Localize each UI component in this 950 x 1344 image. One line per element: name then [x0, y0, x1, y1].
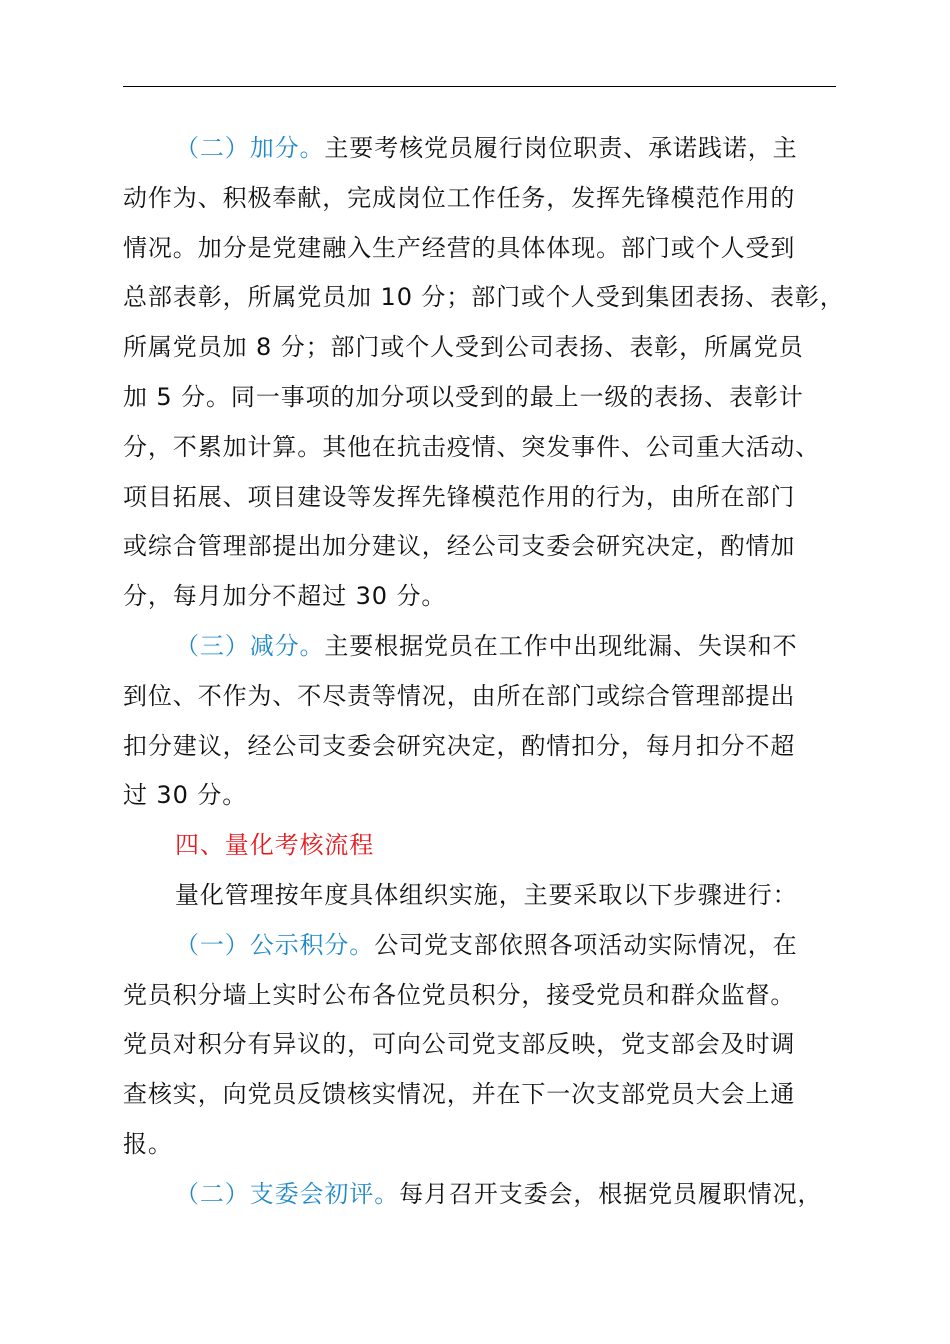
paragraph-line: 党员积分墙上实时公布各位党员积分，接受党员和群众监督。: [123, 980, 796, 1009]
paragraph-line: 所属党员加 8 分；部门或个人受到公司表扬、表彰，所属党员: [123, 333, 804, 362]
paragraph-line: 分，每月加分不超过 30 分。: [123, 582, 447, 611]
paragraph-text: 主要根据党员在工作中出现纰漏、失误和不: [324, 631, 798, 660]
paragraph-line: 动作为、积极奉献，完成岗位工作任务，发挥先锋模范作用的: [123, 183, 796, 212]
document-body: [123, 124, 863, 1220]
paragraph-line: 情况。加分是党建融入生产经营的具体体现。部门或个人受到: [123, 233, 796, 262]
paragraph-line: 到位、不作为、不尽责等情况，由所在部门或综合管理部提出: [123, 681, 796, 710]
subheading-deduct-points: （三）减分。: [175, 631, 325, 660]
paragraph-text: 每月召开支委会，根据党员履职情况，: [399, 1179, 823, 1208]
paragraph-line: 加 5 分。同一事项的加分项以受到的最上一级的表扬、表彰计: [123, 382, 804, 411]
paragraph-text: 公司党支部依照各项活动实际情况，在: [374, 930, 798, 959]
paragraph-line: 过 30 分。: [123, 781, 248, 810]
paragraph-line: [123, 124, 863, 174]
paragraph-line: 量化管理按年度具体组织实施，主要采取以下步骤进行：: [175, 880, 798, 909]
paragraph-line: [123, 622, 863, 672]
paragraph-text: 主要考核党员履行岗位职责、承诺践诺，主: [324, 134, 798, 162]
paragraph-line: [123, 921, 863, 971]
header-rule: [123, 86, 836, 87]
paragraph-line: 或综合管理部提出加分建议，经公司支委会研究决定，酌情加: [123, 532, 796, 561]
paragraph-line: 查核实，向党员反馈核实情况，并在下一次支部党员大会上通: [123, 1080, 796, 1109]
subheading-committee-review: （二）支委会初评。: [175, 1179, 400, 1208]
subheading-add-points: （二）加分。: [175, 134, 325, 162]
paragraph-line: 报。: [123, 1129, 173, 1158]
paragraph-line: 总部表彰，所属党员加 10 分；部门或个人受到集团表扬、表彰，: [123, 283, 845, 312]
paragraph-line: 项目拓展、项目建设等发挥先锋模范作用的行为，由所在部门: [123, 482, 796, 511]
paragraph-line: 分，不累加计算。其他在抗击疫情、突发事件、公司重大活动、: [123, 432, 821, 461]
paragraph-line: 扣分建议，经公司支委会研究决定，酌情扣分，每月扣分不超: [123, 731, 796, 760]
subheading-publicize-points: （一）公示积分。: [175, 930, 375, 959]
section-heading: 四、量化考核流程: [175, 831, 375, 860]
paragraph-line: [123, 1170, 863, 1220]
paragraph-line: 党员对积分有异议的，可向公司党支部反映，党支部会及时调: [123, 1030, 796, 1059]
